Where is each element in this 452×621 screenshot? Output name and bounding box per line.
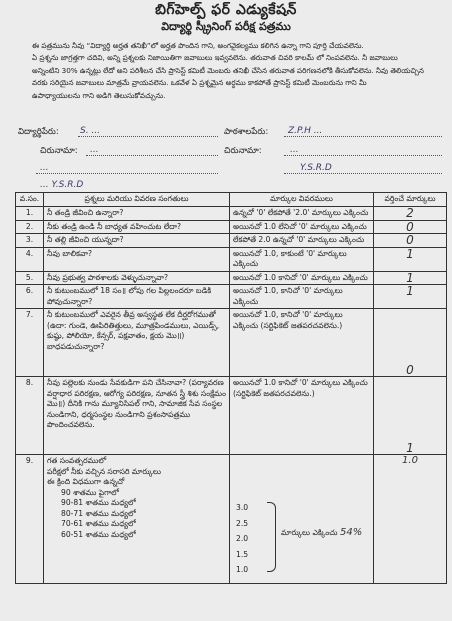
row-marks: అయినచో 1.0, కానిచో '0' మార్కులు ఎక్కించు [230,285,374,309]
row-value: 1 [374,285,447,309]
row-question: నీ కుటుంబములో ఎవరైన తీవ్ర అస్వస్థత లేక దీర్ఘరోగముతో (ఉదా: గుండె, ఊపిరితిత్తులు, మూత్రపిండములు, ఎయిడ్స్, కుష్ఠు, పోలియో, కేన్సర్, పక్షవాతం, క్షయ మొ॥) బాధపడుచున్నారా? [44,309,230,377]
grade-range: 60-51 శాతము మధ్యలో [61,529,136,539]
address-line3: ... [40,163,49,173]
row-question: నీవు బాలికవా? [44,247,230,271]
address-label: చిరునామా: [40,146,78,156]
address2-value: ... [290,145,299,155]
row-value: 1 [374,271,447,285]
row-number: 4. [16,247,44,271]
address2-label: చిరునామా: [224,146,262,156]
marks-scale [236,500,248,578]
scale-value: 1.5 [236,549,249,559]
grade-intro-3: ఈ క్రింది విధముగా ఉన్నచో [47,477,125,486]
row-value: 1 [374,377,447,455]
row-question: నీ తండ్రి జీవించి ఉన్నారా? [44,207,230,221]
row-value: 1 [374,247,447,271]
scale-value: 2.0 [236,534,249,543]
table-row [16,247,447,271]
brace-label: మార్కులు ఎక్కించు [281,528,338,537]
table-row [16,207,447,221]
row-question: నీకు తండ్రి ఉండి నీ బాధ్యత వహించుట లేదా? [44,220,230,234]
row-value: 1.0 [374,455,447,584]
row-marks: అయినచో 1.0, కానిచో '0' మార్కులు ఎక్కించు (సర్టిఫికెట్ జతపరచవలెను.) [230,309,374,377]
row-question: నీవు పల్లెలకు నుండు సేవకుడిగా పని చేసినావా? (పర్యావరణ వర్షాధార పరిరక్షణ, ఆరోగ్య పరిరక్షణ, నూతన స్త్రీ శిశు సంక్షేమం మొ॥) దీనికి గాను మ్యూనిసిపల్ గాని, సామాజిక సేవ సంస్థల నుండిగాని, ధర్మసంస్థల నుండిగాని ప్రశంసాపత్రము పొందించవలెను. [44,377,230,455]
address-value: ... [90,145,99,155]
grade-intro-2: పరీక్షలో నీకు వచ్చిన సరాసరి మార్కులు [47,466,161,476]
table-row [16,220,447,234]
row-number: 7. [16,309,44,377]
grade-range: 90-81 శాతము మధ్యలో [61,498,136,507]
address-extra: Y.S.R.D [300,163,332,173]
row-question: నీ కుటుంబములో 18 సం॥ లోపు గల పిల్లలందరూ బడికి పోవుచున్నారా? [44,285,230,309]
row-number: 2. [16,220,44,234]
grade-range: 80-71 శాతము మధ్యలో [61,508,136,518]
row-value: 2 [374,207,447,221]
row-value: 0 [374,309,447,377]
table-row [16,309,447,377]
header-marks: మార్కుల వివరములు [230,193,374,207]
grade-range: 70-61 శాతము మధ్యలో [61,519,136,528]
grade-range: 90 శాతము పైగాలో [61,487,119,497]
table-row [16,377,447,455]
row-marks: ఉన్నచో '0' లేకపోతే '2.0' మార్కులు ఎక్కించు [230,207,374,221]
school-name-label: పాఠశాలపేరు: [224,127,269,137]
row-number: 6. [16,285,44,309]
row-marks-scale [230,455,374,584]
header-sno: వ.సం. [16,193,44,207]
row-value: 0 [374,234,447,248]
row-question-grades [44,455,230,584]
scale-value: 3.0 [236,503,249,512]
table-row [16,271,447,285]
table-row [16,285,447,309]
row-number: 3. [16,234,44,248]
instructions-paragraph: ఈ పత్రమును నీవు “విద్యార్థి అర్హత తనిఖీ”లో అర్హత పొందిన గాని, అంగవైకల్యము కలిగిన ఉన్నా గాని పూర్తి చేయవలెను. ఏ ప్రశ్నను జాగ్రత్తగా చదివి, అన్ని ప్రశ్నలకు నిజాయితిగా జవాబులు ఇవ్వవలెను. తరువాత చివరి కాలమ్ లో నింపవలెను. నీ జవాబులు అన్నింటిని 30% ఉన్నట్లు లేదో అని పరిశీలన చేసి ప్రాసెస్ట్ కమిటీ మెంబరు తనిఖీ చేసిన తరువాత పరిగణనలోకి తీసుకోవలెను. నీవు తెలియచ్చిన వరకు సరియైన జవాబులు మాత్రమే వ్రాయవలెను. ఒకవేళ ఏ ప్రశ్నమైన అర్థము కాకపోతే ప్రాసెస్ట్ కమిటీ మెంబరును గాని మీ ఉపాధ్యాయులను గాని అడిగి తెలుసుకోవచ్చును. [32,41,424,100]
student-name-value: S. ... [80,126,101,136]
school-name-value: Z.P.H ... [288,126,323,136]
address-line4: ... Y.S.R.D [40,180,84,190]
header-value: వర్తించే మార్కులు [374,193,447,207]
table-row [16,234,447,248]
row-question: నీ తల్లి జీవించి యున్నదా? [44,234,230,248]
screening-table [15,192,447,584]
row-number: 5. [16,271,44,285]
scale-value: 2.5 [236,518,249,528]
header-question: ప్రశ్నలు మరియు వివరణ సంగతులు [44,193,230,207]
row-number: 9. [16,455,44,584]
row-number: 1. [16,207,44,221]
row-marks: అయినచో 1.0 లేనిచో '0' మార్కులు ఎక్కించు [230,220,374,234]
table-header-row [16,193,447,207]
student-name-label: విద్యార్థిపేరు: [18,127,59,137]
grade-intro-1: గత సంవత్సరములో [47,456,107,465]
row-marks: అయినచో 1.0 కానిచో '0' మార్కులు ఎక్కించు (సర్టిఫికెట్ జతపరచవలెను.) [230,377,374,455]
form-title: బిగ్‌హెల్ప్ ఫర్ ఎడ్యుకేషన్ [155,2,297,18]
row-question: నీవు ప్రభుత్వ పాఠశాలకు వెళ్ళుచున్నావా? [44,271,230,285]
row-value: 0 [374,220,447,234]
form-subtitle: విద్యార్థి స్క్రీనింగ్ పరీక్ష పత్రము [161,20,291,33]
row-marks: అయినచో 1.0, కాకుంటే '0' మార్కులు ఎక్కించు [230,247,374,271]
row-marks: లేకపోతే 2.0 ఉన్నచో '0' మార్కులు ఎక్కించు [230,234,374,248]
row-marks: అయినచో 1.0 కానిచో '0' మార్కులు ఎక్కించు [230,271,374,285]
brace-mark [267,502,276,572]
table-row [16,455,447,584]
percent-handwritten: 54% [340,527,363,538]
row-number: 8. [16,377,44,455]
scale-value: 1.0 [236,565,249,574]
